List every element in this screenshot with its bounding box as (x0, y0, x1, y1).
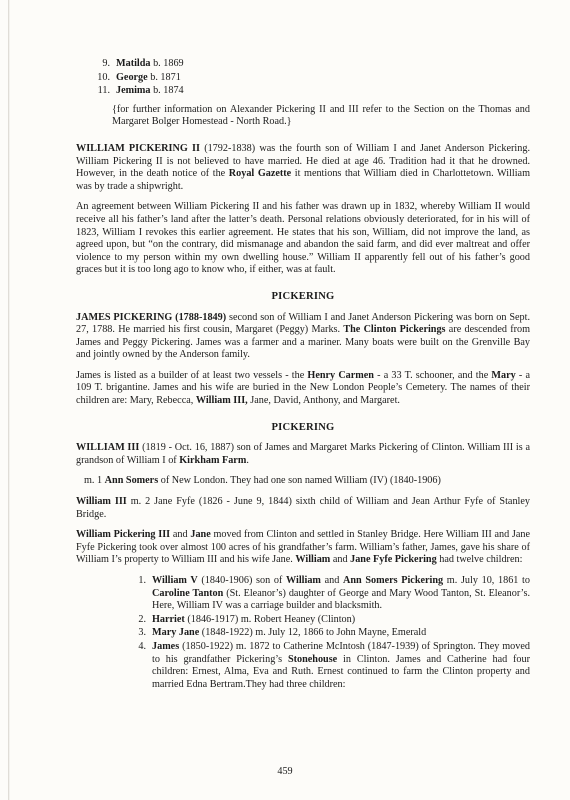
list-item: 1. William V (1840-1906) son of William and Ann Somers Pickering m. July 10, 1861 to Caroline Tanton (St. Eleanor’s) daughter of George and Mary Wood Tanton, St. Eleanor’s. Here, William IV was a carriage builder and blacksmith. (138, 575, 530, 612)
james-paragraph: JAMES PICKERING (1788-1849) second son of William I and Janet Anderson Pickering was born on Sept. 27, 1788. He married his first cousin, Margaret (Peggy) Marks. The Clinton Pickerings are descended from James and Peggy Pickering. James was a farmer and a mariner. Many boats were built on the Grenville Bay and jointly owned by the Anderson family. (76, 311, 530, 361)
vessels-paragraph: James is listed as a builder of at least two vessels - the Henry Carmen - a 33 T. schooner, and the Mary - a 109 T. brigantine. James and his wife are buried in the New London People’s Cemetery. The names of their children are: Mary, Rebecca, William III, Jane, David, Anthony, and Margaret. (76, 369, 531, 407)
children-list-continued (92, 58, 530, 98)
william-ii-paragraph: WILLIAM PICKERING II (1792-1838) was the fourth son of William I and Janet Anderson Pickering. William Pickering II is not believed to have married. He died at age 46. Tradition had it that he drowned. However, in the death notice of the Royal Gazette it mentions that William died in Charlottetown. William was by trade a shipwright. (76, 142, 530, 192)
list-item: 4. James (1850-1922) m. 1872 to Catherine McIntosh (1847-1939) of Springton. They moved to his grandfather Pickering’s Stonehouse in Clinton. James and Catherine had four children: Ernest, Alma, Eva and Ruth. Ernest continued to farm the Clinton property and married Edna Bertram.They had three children: (138, 640, 530, 690)
section-heading-pickering-2: PICKERING (271, 421, 335, 433)
cross-reference-note: {for further information on Alexander Pickering II and III refer to the Section on the Thomas and Margaret Bolger Homestead - North Road.} (112, 103, 530, 128)
second-marriage-paragraph: William III m. 2 Jane Fyfe (1826 - June 9, 1844) sixth child of William and Jean Arthur Fyfe of Stanley Bridge. (76, 496, 530, 520)
page-number: 459 (277, 766, 293, 777)
stanley-bridge-paragraph: William Pickering III and Jane moved from Clinton and settled in Stanley Bridge. Here William III and Jane Fyfe Pickering took over almost 100 acres of his grandfather’s farm. William’s father, James, gave his share of William I’s property to William III and his wife Jane. William and Jane Fyfe Pickering had twelve children: (76, 529, 530, 566)
twelve-children-list (136, 575, 530, 691)
first-marriage-paragraph: m. 1 Ann Somers of New London. They had one son named William (IV) (1840-1906) (84, 475, 441, 487)
list-item: 3. Mary Jane (1848-1922) m. July 12, 1866 to John Mayne, Emerald (138, 627, 427, 639)
agreement-paragraph: An agreement between William Pickering II and his father was drawn up in 1832, whereby William II would receive all his father’s land after the latter’s death. Personal relations obviously deteriorated, for in his will of 1823, William I revokes this earlier agreement. He states that his son, William, did not improve the land, as agreed upon, but “on the contrary, did mismanage and abandon the said farm, and did ever maltreat and offer violence to my person within my own dwelling house.” William II apparently fell out of his father’s good graces but it is too long ago to know who, if either, was at fault. (76, 201, 530, 276)
list-item: 9. Matilda b. 1869 (102, 58, 184, 69)
list-item: 11. Jemima b. 1874 (97, 85, 184, 97)
william-iii-paragraph: WILLIAM III (1819 - Oct. 16, 1887) son of James and Margaret Marks Pickering of Clinton. William III is a grandson of William I of Kirkham Farm. (76, 442, 530, 466)
list-item: 2. Harriet (1846-1917) m. Robert Heaney (Clinton) (138, 613, 356, 625)
section-heading-pickering-1: PICKERING (271, 290, 335, 302)
list-item: 10. George b. 1871 (97, 71, 181, 83)
